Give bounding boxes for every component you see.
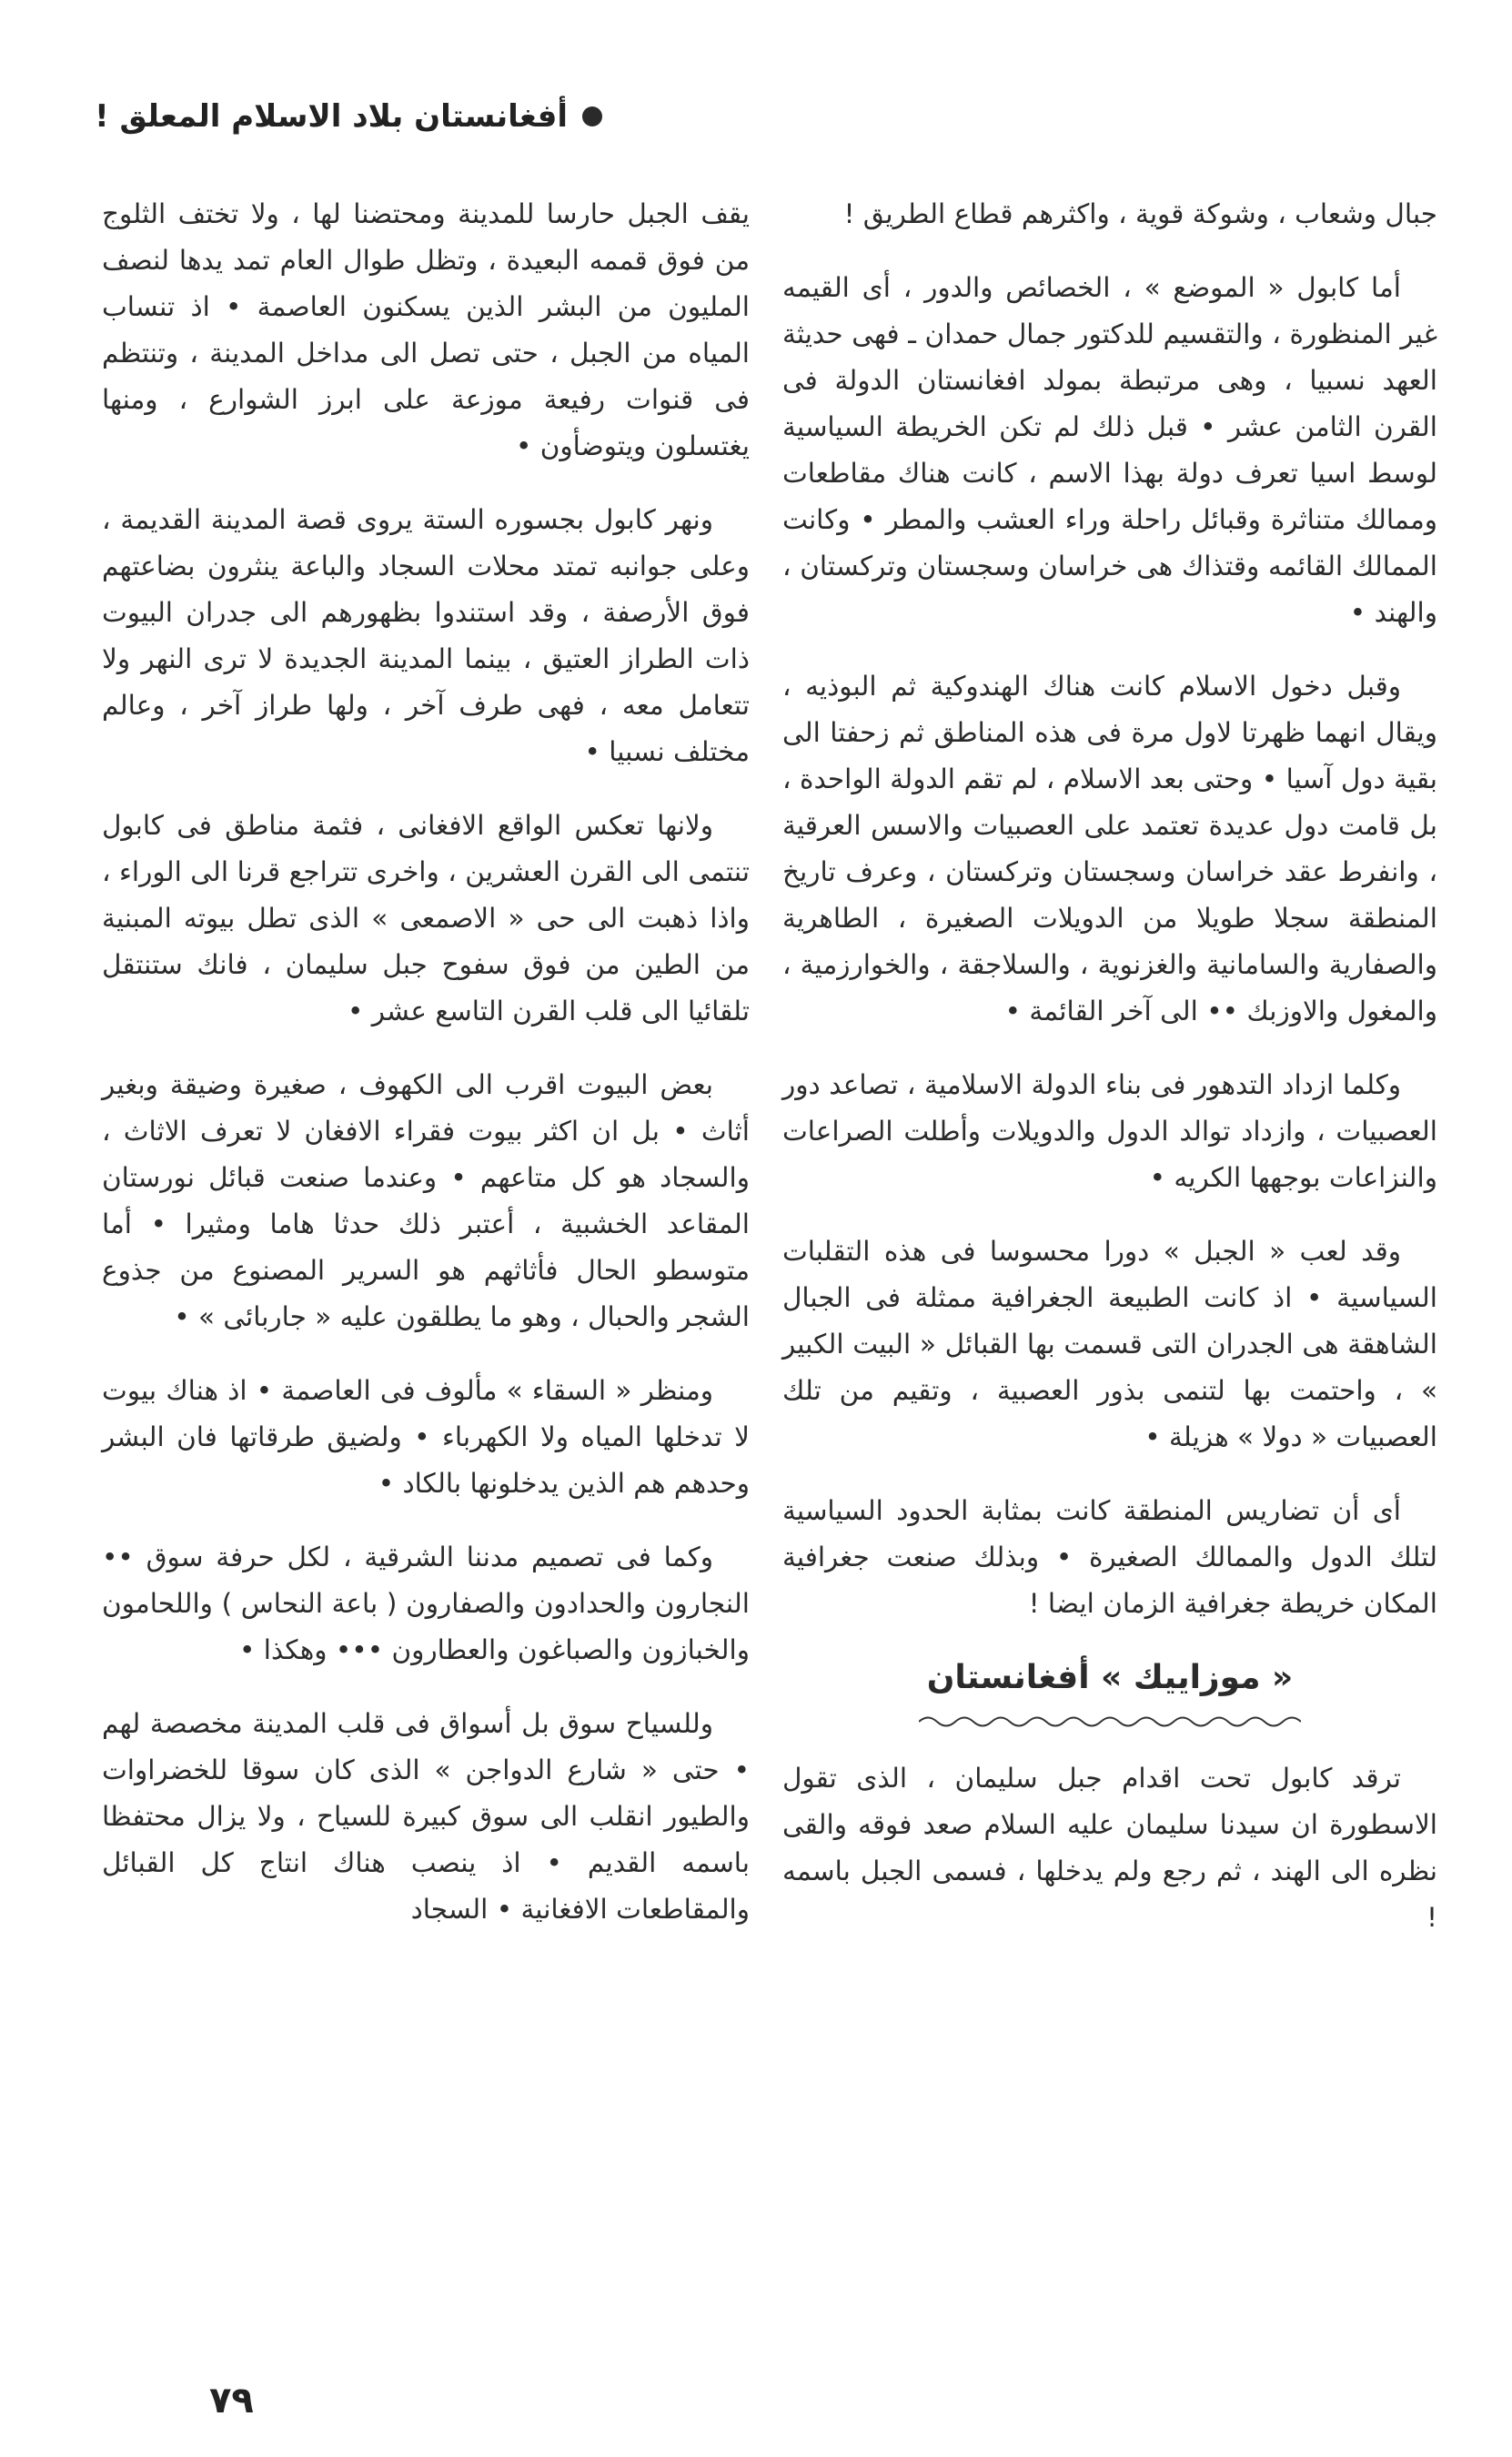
paragraph: ونهر كابول بجسوره الستة يروى قصة المدينة القديمة ، وعلى جوانبه تمتد محلات السجاد والباعة ينثرون بضاعتهم فوق الأرصفة ، وقد استندوا بظهورهم الى جدران البيوت ذات الطراز العتيق ، بينما المدينة الجديدة لا ترى النهر ولا تتعامل معه ، فهى طرف آخر ، ولها طراز آخر ، وعالم مختلف نسبيا • [102, 504, 750, 767]
bullet-icon [582, 106, 602, 126]
left-column [102, 191, 750, 1960]
paragraph: وقبل دخول الاسلام كانت هناك الهندوكية ثم البوذيه ، ويقال انهما ظهرتا لاول مرة فى هذه المناطق ثم زحفتا الى بقية دول آسيا • وحتى بعد الاسلام ، لم تقم الدولة الواحدة ، بل قامت دول عديدة تعتمد على العصبيات والاسس العرقية ، وانفرط عقد خراسان وسجستان وتركستان ، وعرف تاريخ المنطقة سجلا طويلا من الدويلات الصغيرة ، الطاهرية والصفارية والسامانية والغزنوية ، والسلاجقة ، والخوارزمية ، والمغول والاوزبك •• الى آخر القائمة • [782, 671, 1437, 1026]
paragraph: وقد لعب « الجبل » دورا محسوسا فى هذه التقلبات السياسية • اذ كانت الطبيعة الجغرافية ممثلة فى الجبال الشاهقة هى الجدران التى قسمت بها القبائل « البيت الكبير » ، واحتمت بها لتنمى بذور العصبية ، وتقيم من تلك العصبيات « دولا » هزيلة • [782, 1236, 1437, 1452]
page-number: ٧٩ [209, 2380, 254, 2422]
paragraph: ولانها تعكس الواقع الافغانى ، فثمة مناطق فى كابول تنتمى الى القرن العشرين ، واخرى تتراجع قرنا الى الوراء ، واذا ذهبت الى حى « الاصمعى » الذى تطل بيوته المبنية من الطين من فوق سفوح جبل سليمان ، فانك ستنتقل تلقائيا الى قلب القرن التاسع عشر • [102, 810, 750, 1026]
wavy-underline-icon [919, 1714, 1301, 1730]
paragraph: ومنظر « السقاء » مألوف فى العاصمة • اذ هناك بيوت لا تدخلها المياه ولا الكهرباء • ولضيق طرقاتها فان البشر وحدهم هم الذين يدخلونها بالكاد • [102, 1375, 750, 1499]
paragraph: ترقد كابول تحت اقدام جبل سليمان ، الذى تقول الاسطورة ان سيدنا سليمان عليه السلام صعد فوقه والقى نظره الى الهند ، ثم رجع ولم يدخلها ، فسمى الجبل باسمه ! [782, 1763, 1437, 1933]
paragraph: أما كابول « الموضع » ، الخصائص والدور ، أى القيمه غير المنظورة ، والتقسيم للدكتور جمال حمدان ـ فهى حديثة العهد نسبيا ، وهى مرتبطة بمولد افغانستان الدولة فى القرن الثامن عشر • قبل ذلك لم تكن الخريطة السياسية لوسط اسيا تعرف دولة بهذا الاسم ، كانت هناك مقاطعات وممالك متناثرة وقبائل راحلة وراء العشب والمطر • وكانت الممالك القائمه وقتذاك هى خراسان وسجستان وتركستان ، والهند • [782, 272, 1437, 628]
right-column [782, 191, 1437, 1968]
paragraph: يقف الجبل حارسا للمدينة ومحتضنا لها ، ولا تختف الثلوج من فوق قممه البعيدة ، وتظل طوال العام تمد يدها لنصف المليون من البشر الذين يسكنون العاصمة • اذ تنساب المياه من الجبل ، حتى تصل الى مداخل المدينة ، وتنتظم فى قنوات رفيعة موزعة على ابرز الشوارع ، ومنها يغتسلون ويتوضأون • [102, 198, 750, 461]
paragraph: جبال وشعاب ، وشوكة قوية ، واكثرهم قطاع الطريق ! [843, 198, 1437, 229]
paragraph: وكلما ازداد التدهور فى بناء الدولة الاسلامية ، تصاعد دور العصبيات ، وازداد توالد الدول والدويلات وأطلت الصراعات والنزاعات بوجهها الكريه • [782, 1069, 1437, 1193]
paragraph: وكما فى تصميم مدننا الشرقية ، لكل حرفة سوق •• النجارون والحدادون والصفارون ( باعة النحاس ) واللحامون والخبازون والصباغون والعطارون ••• وهكذا • [102, 1542, 750, 1665]
section-title: « موزاييك » أفغانستان [926, 1659, 1294, 1696]
paragraph: أى أن تضاريس المنطقة كانت بمثابة الحدود السياسية لتلك الدول والممالك الصغيرة • وبذلك صنعت جغرافية المكان خريطة جغرافية الزمان ايضا ! [782, 1495, 1437, 1619]
article-title: أفغانستان بلاد الاسلام المعلق ! [95, 98, 568, 135]
paragraph: بعض البيوت اقرب الى الكهوف ، صغيرة وضيقة وبغير أثاث • بل ان اكثر بيوت فقراء الافغان لا تعرف الاثاث ، والسجاد هو كل متاعهم • وعندما صنعت قبائل نورستان المقاعد الخشبية ، أعتبر ذلك حدثا هاما ومثيرا • أما متوسطو الحال فأثاثهم هو السرير المصنوع من جذوع الشجر والحبال ، وهو ما يطلقون عليه « جاربائى » • [102, 1069, 750, 1332]
paragraph: وللسياح سوق بل أسواق فى قلب المدينة مخصصة لهم • حتى « شارع الدواجن » الذى كان سوقا للخضراوات والطيور انقلب الى سوق كبيرة للسياح ، ولا يزال محتفظا باسمه القديم • اذ ينصب هناك انتاج كل القبائل والمقاطعات الافغانية • السجاد [102, 1708, 750, 1925]
article-header [93, 98, 602, 135]
